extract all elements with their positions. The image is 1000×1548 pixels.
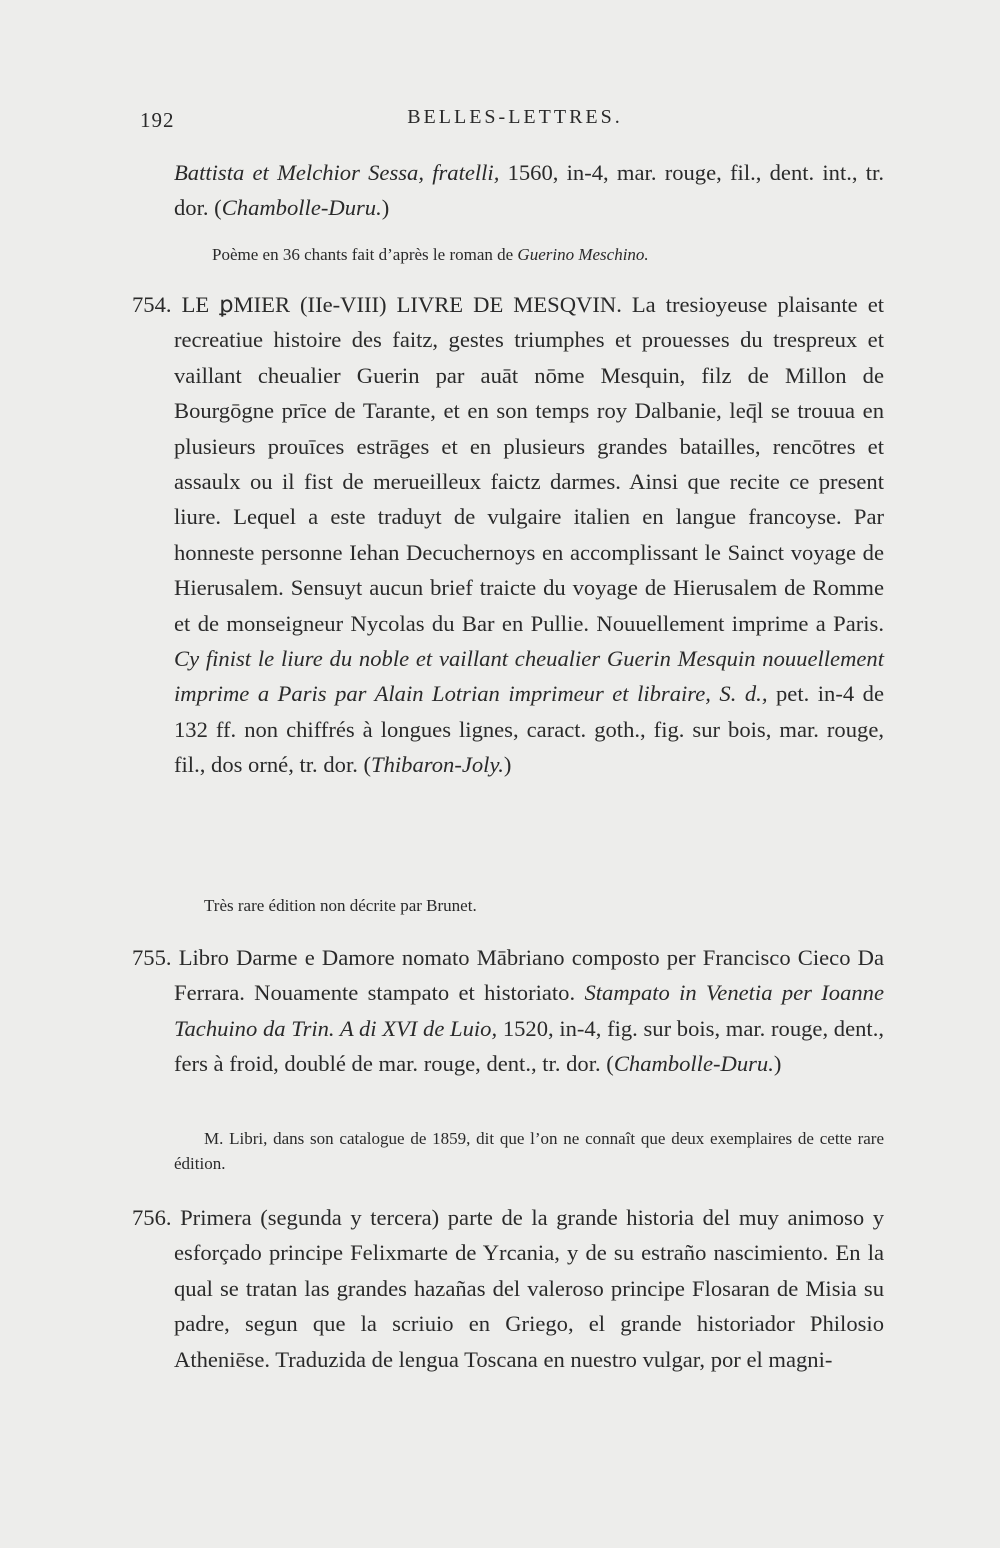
entry-number: 756. [132, 1205, 172, 1230]
entry-text: ) [503, 752, 512, 778]
entry-note: Très rare édition non décrite par Brunet. [204, 896, 477, 915]
entry-number: 755. [132, 945, 172, 970]
entry-text: LE ꝑMIER (IIe-VIII) LIVRE DE MESQVIN. La tresioyeuse plaisante et recreatiue histoire des faitz, gestes triumphes et prouesses du trespreux et vaillant cheualier Guerin par auāt nōme Mesquin, filz de Millon de Bourgōgne prīce de Tarante, et en son temps roy Dalbanie, leq̄l se trouua en plusieurs prouīces estrāges et en plusieurs grandes batailles, rencōtres et assaulx ou il fist de merueilleux faictz darmes. Ainsi que recite ce present liure. Lequel a este traduyt de vulgaire italien en langue francoyse. Par honneste personne Iehan Decuchernoys en accomplissant le Sainct voyage de Hierusalem. Sensuyt aucun brief traicte du voyage de Hierusalem de Romme et de monseigneur Nycolas du Bar en Pullie. Nouuellement imprime a Paris. [171, 292, 884, 636]
entry-text: 1560, in-4, mar. rouge, fil., dent. int., tr. dor. ( [174, 160, 884, 221]
entry-text: ) [381, 195, 390, 221]
entry-754 [132, 287, 884, 783]
entry-note: M. Libri, dans son catalogue de 1859, dit que l’on ne connaît que deux exemplaires de cette rare édition. [174, 1129, 884, 1173]
entry-text-italic: Stampato in Venetia per Ioanne Tachuino da Trin. A di XVI de Luio, [174, 980, 884, 1041]
running-title: BELLES-LETTRES. [407, 106, 623, 128]
entry-text-italic: Chambolle-Duru. [613, 1051, 774, 1077]
entry-text-italic: Chambolle-Duru. [221, 195, 382, 221]
entry-text: pet. in-4 de 132 ff. non chiffrés à longues lignes, caract. goth., fig. sur bois, mar. rouge, fil., dos orné, tr. dor. ( [174, 681, 884, 778]
entry-text: Primera (segunda y tercera) parte de la grande historia del muy animoso y esforçado principe Felixmarte de Yrcania, y de su estraño nascimiento. En la qual se tratan las grandes hazañas del valeroso principe Flosaran de Misia su padre, segun que la scriuio en Griego, el grande historiador Philosio Atheniēse. Traduzida de lengua Toscana en nuestro vulgar, por el magni- [171, 1205, 884, 1372]
entry-text-italic: Cy finist le liure du noble et vaillant cheualier Guerin Mesquin nouuellement imprime a Paris par Alain Lotrian imprimeur et libraire, S. d., [174, 646, 884, 707]
entry-text-italic: Thibaron-Joly. [371, 752, 504, 778]
entry-755 [132, 940, 884, 1082]
entry-continuation [174, 155, 884, 226]
entry-text: ) [773, 1051, 782, 1077]
entry-756 [132, 1200, 884, 1377]
entry-text: Libro Darme e Damore nomato Mābriano composto per Francisco Cieco Da Ferrara. Nouamente stampato et historiato. [171, 945, 884, 1006]
entry-text-italic: Battista et Melchior Sessa, fratelli, [174, 160, 500, 185]
page-number: 192 [140, 108, 175, 132]
entry-number: 754. [132, 292, 172, 317]
note-text-italic: Guerino Meschino. [517, 245, 649, 264]
entry-text: 1520, in-4, fig. sur bois, mar. rouge, dent., fers à froid, doublé de mar. rouge, dent., tr. dor. ( [174, 1015, 884, 1077]
note-text: Poème en 36 chants fait d’après le roman de [212, 245, 518, 264]
entry-note [174, 242, 884, 267]
